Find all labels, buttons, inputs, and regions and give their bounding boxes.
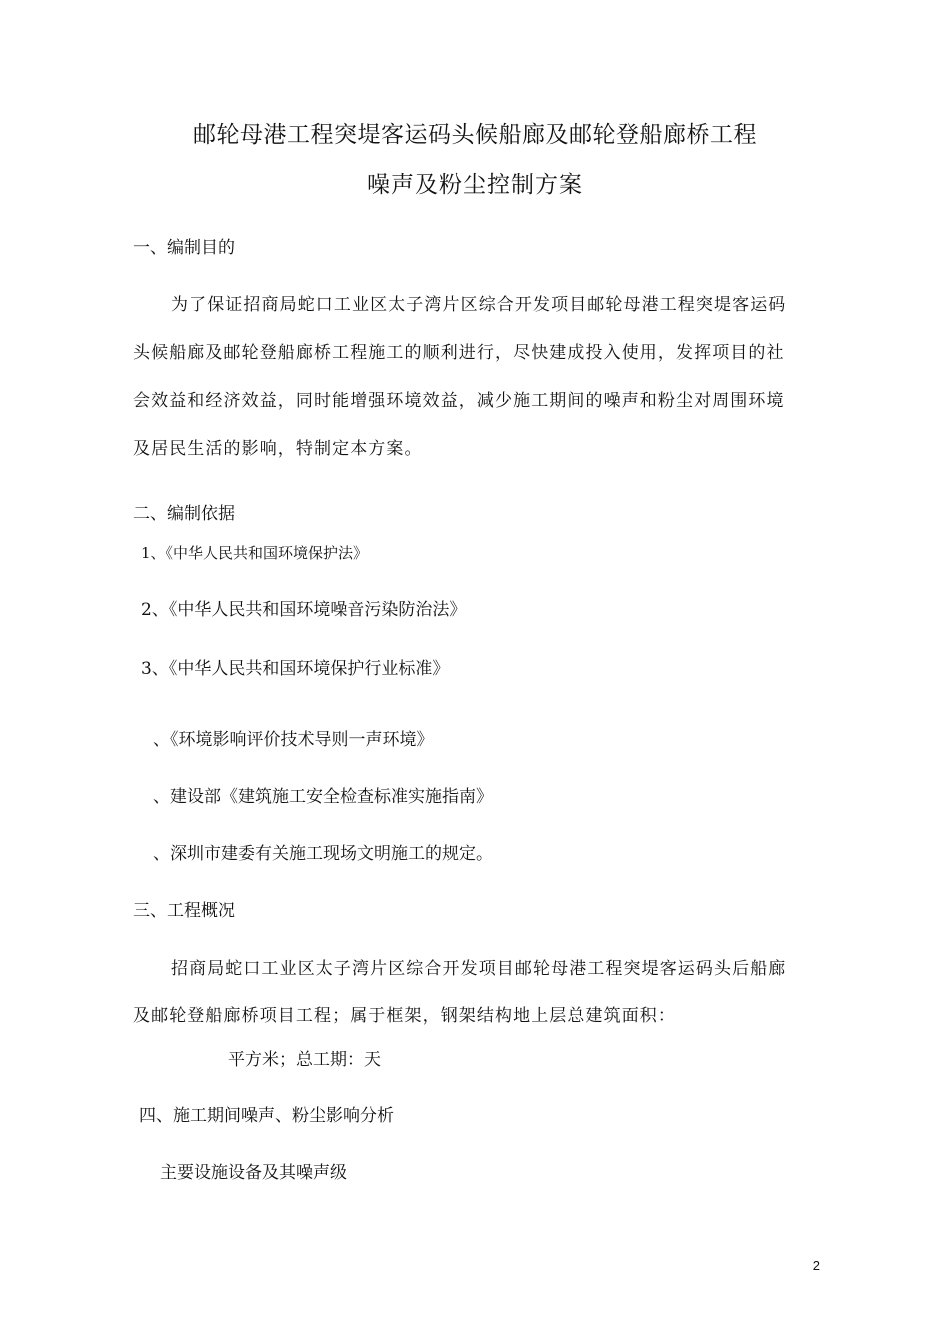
page-number: 2: [812, 1258, 820, 1273]
section-1-line-3: 会效益和经济效益，同时能增强环境效益，减少施工期间的噪声和粉尘对周围环境: [133, 391, 785, 411]
section-3-line-2: 及邮轮登船廊桥项目工程；属于框架，钢架结构地上层总建筑面积：: [133, 1006, 676, 1026]
document-title: 邮轮母港工程突堤客运码头候船廊及邮轮登船廊桥工程: [193, 122, 757, 148]
reference-item-5: 、建设部《建筑施工安全检查标准实施指南》: [153, 787, 493, 807]
section-3-line-1: 招商局蛇口工业区太子湾片区综合开发项目邮轮母港工程突堤客运码头后船廊: [171, 959, 787, 979]
reference-item-6: 、深圳市建委有关施工现场文明施工的规定。: [153, 844, 493, 864]
reference-item-3: 3、《中华人民共和国环境保护行业标准》: [141, 659, 450, 679]
section-4-heading: 四、施工期间噪声、粉尘影响分析: [139, 1106, 394, 1126]
section-4-subheading: 主要设施设备及其噪声级: [160, 1163, 347, 1183]
section-2-heading: 二、编制依据: [133, 504, 235, 524]
reference-item-1: 1、《中华人民共和国环境保护法》: [141, 544, 369, 562]
section-1-line-1: 为了保证招商局蛇口工业区太子湾片区综合开发项目邮轮母港工程突堤客运码: [171, 295, 787, 315]
section-3-line-3: 平方米；总工期：天: [228, 1050, 381, 1070]
section-1-line-4: 及居民生活的影响，特制定本方案。: [133, 439, 423, 459]
section-1-line-2: 头候船廊及邮轮登船廊桥工程施工的顺利进行，尽快建成投入使用，发挥项目的社: [133, 343, 785, 363]
reference-item-4: 、《环境影响评价技术导则一声环境》: [153, 730, 434, 750]
document-subtitle: 噪声及粉尘控制方案: [367, 172, 583, 198]
reference-item-2: 2、《中华人民共和国环境噪音污染防治法》: [141, 600, 467, 620]
section-3-heading: 三、工程概况: [133, 901, 235, 921]
section-1-heading: 一、编制目的: [133, 238, 235, 258]
